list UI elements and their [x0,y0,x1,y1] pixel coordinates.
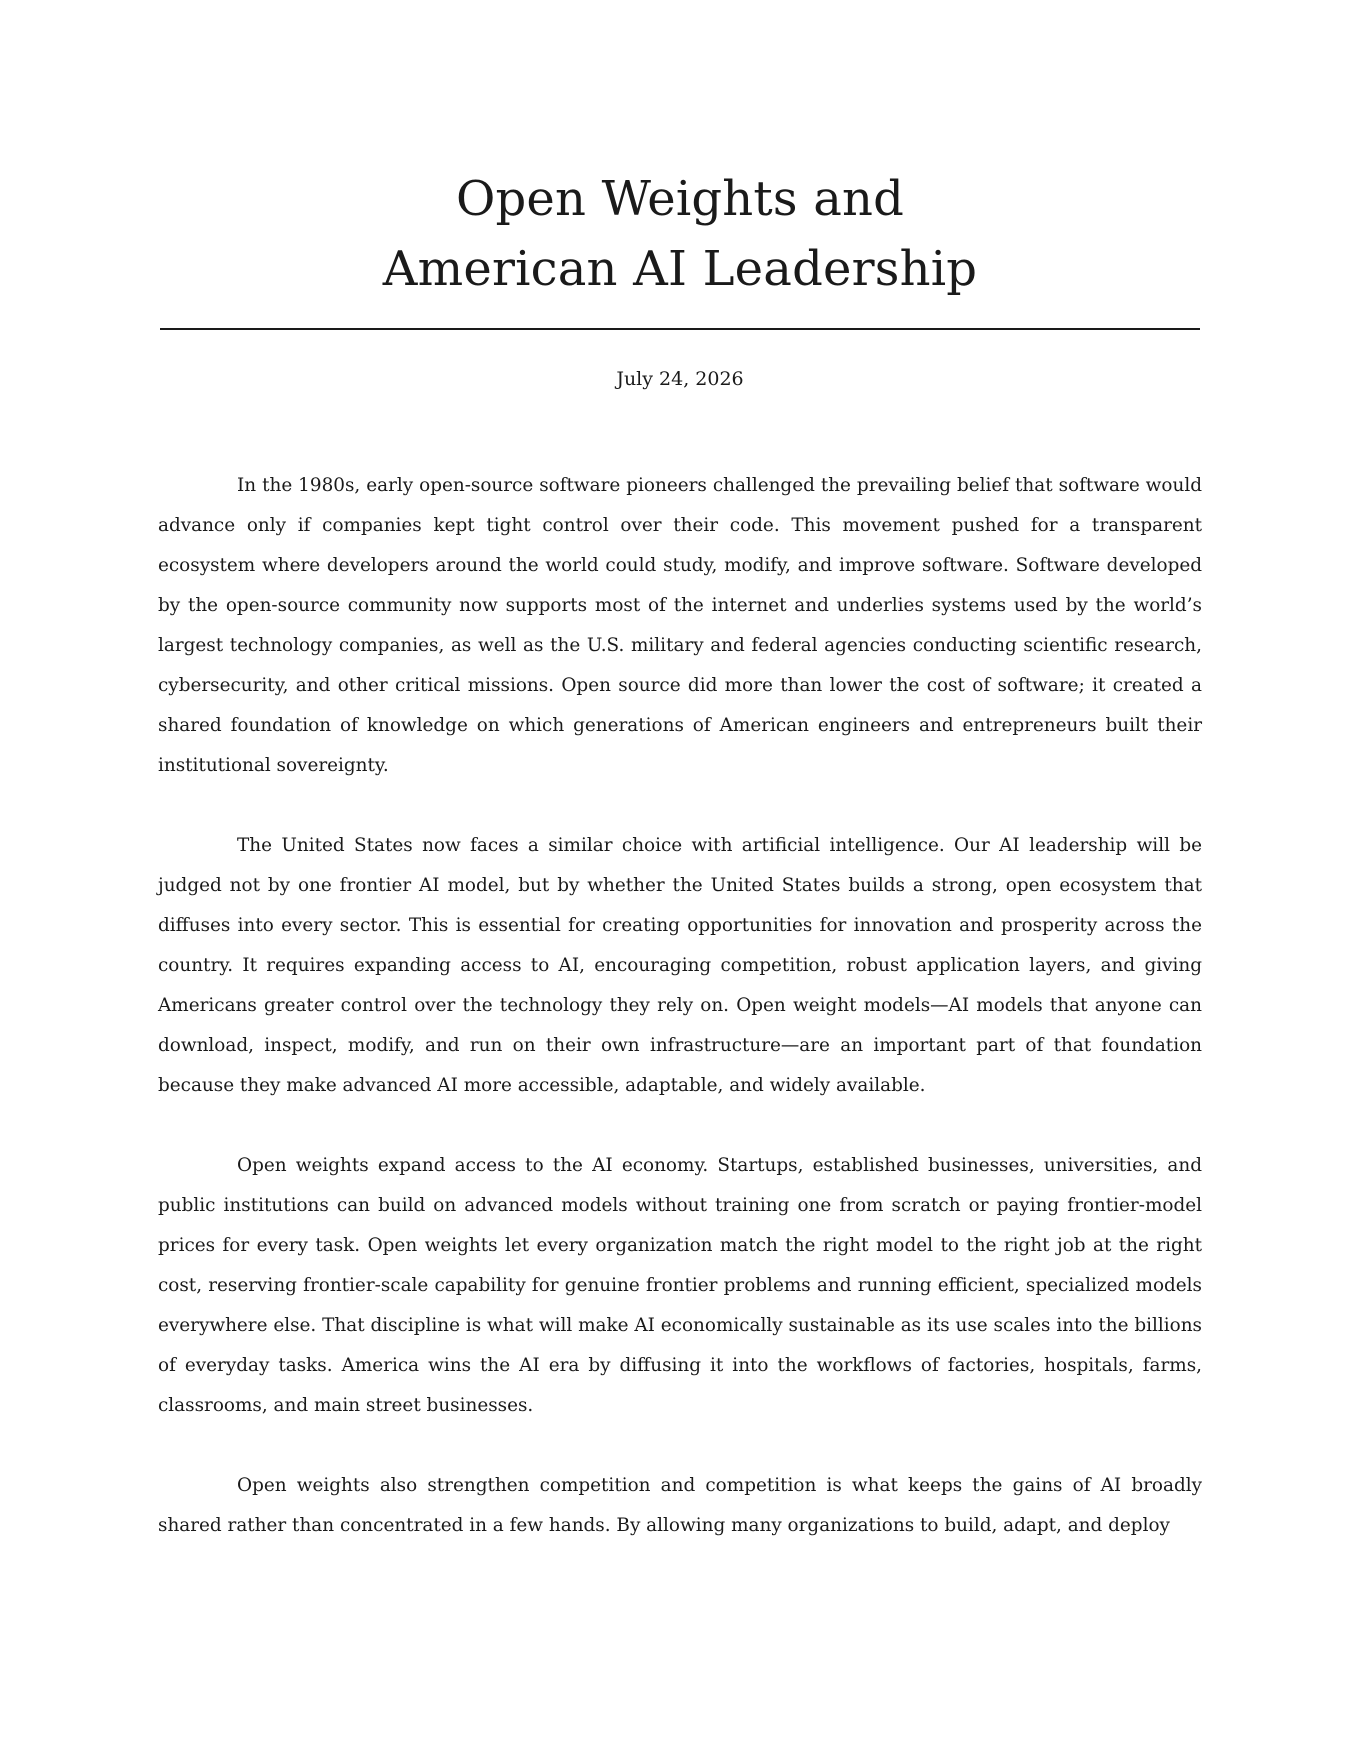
document-body [158,466,1202,1586]
paragraph-4: Open weights also strengthen competition and competition is what keeps the gains of AI broadly shared rather than concentrated in a few hands. By allowing many organizations to build, adapt, and deploy [158,1475,1202,1536]
publication-date: July 24, 2026 [616,368,744,390]
title-divider [160,328,1200,330]
title-line-2: American AI Leadership [382,241,978,297]
title-line-1: Open Weights and [455,171,905,227]
page-title [160,164,1200,304]
paragraph-1: In the 1980s, early open-source software pioneers challenged the prevailing belief that software would advance only if companies kept tight control over their code. This movement pushed for a transparent ecosystem where developers around the world could study, modify, and improve software. Software developed by the open-source community now supports most of the internet and underlies systems used by the world’s largest technology companies, as well as the U.S. military and federal agencies conducting scientific research, cybersecurity, and other critical missions. Open source did more than lower the cost of software; it created a shared foundation of knowledge on which generations of American engineers and entrepreneurs built their institutional sovereignty. [158,475,1202,776]
paragraph-3: Open weights expand access to the AI economy. Startups, established businesses, universities, and public institutions can build on advanced models without training one from scratch or paying frontier-model prices for every task. Open weights let every organization match the right model to the right job at the right cost, reserving frontier-scale capability for genuine frontier problems and running efficient, specialized models everywhere else. That discipline is what will make AI economically sustainable as its use scales into the billions of everyday tasks. America wins the AI era by diffusing it into the workflows of factories, hospitals, farms, classrooms, and main street businesses. [158,1155,1202,1416]
paragraph-2: The United States now faces a similar choice with artificial intelligence. Our AI leadership will be judged not by one frontier AI model, but by whether the United States builds a strong, open ecosystem that diffuses into every sector. This is essential for creating opportunities for innovation and prosperity across the country. It requires expanding access to AI, encouraging competition, robust application layers, and giving Americans greater control over the technology they rely on. Open weight models—AI models that anyone can download, inspect, modify, and run on their own infrastructure—are an important part of that foundation because they make advanced AI more accessible, adaptable, and widely available. [158,835,1202,1096]
